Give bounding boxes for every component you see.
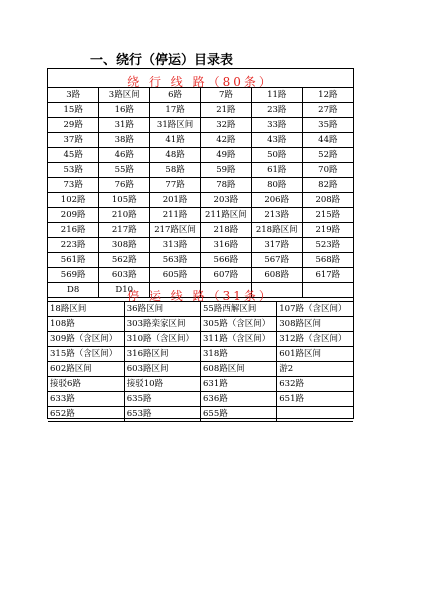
route-cell: 308路 [99, 238, 150, 253]
route-cell: 48路 [150, 148, 201, 163]
route-cell: 605路 [150, 268, 201, 283]
route-cell: 608路区间 [201, 362, 277, 377]
route-directory-table [47, 68, 354, 419]
table-row [48, 223, 353, 238]
route-cell: 6路 [150, 88, 201, 103]
route-cell: 216路 [48, 223, 99, 238]
route-cell: 接驳6路 [48, 377, 124, 392]
route-cell: 55路西解区间 [201, 302, 277, 317]
route-cell: 53路 [48, 163, 99, 178]
route-cell: 16路 [99, 103, 150, 118]
route-cell: 310路（含区间） [124, 332, 200, 347]
route-cell: 11路 [251, 88, 302, 103]
route-cell: 36路区间 [124, 302, 200, 317]
table-row [48, 347, 353, 362]
route-cell: 38路 [99, 133, 150, 148]
route-cell: 105路 [99, 193, 150, 208]
route-cell: 218路区间 [251, 223, 302, 238]
route-cell: 50路 [251, 148, 302, 163]
route-cell: 27路 [302, 103, 353, 118]
table-row [48, 103, 353, 118]
table-row [48, 118, 353, 133]
route-cell: 313路 [150, 238, 201, 253]
route-cell: 217路 [99, 223, 150, 238]
route-cell: 201路 [150, 193, 201, 208]
route-cell: 108路 [48, 317, 124, 332]
route-cell: 603路区间 [124, 362, 200, 377]
route-cell: 631路 [201, 377, 277, 392]
table-row [48, 133, 353, 148]
route-cell: 58路 [150, 163, 201, 178]
route-cell: 317路 [251, 238, 302, 253]
route-cell: 23路 [251, 103, 302, 118]
route-cell: 41路 [150, 133, 201, 148]
route-cell: 31路区间 [150, 118, 201, 133]
route-cell: 305路（含区间） [201, 317, 277, 332]
route-cell: 523路 [302, 238, 353, 253]
table-row [48, 238, 353, 253]
route-cell: 77路 [150, 178, 201, 193]
route-cell: 617路 [302, 268, 353, 283]
table-row [48, 362, 353, 377]
table-row [48, 392, 353, 407]
route-cell: 80路 [251, 178, 302, 193]
route-cell: 607路 [200, 268, 251, 283]
route-cell: 211路 [150, 208, 201, 223]
route-cell: 17路 [150, 103, 201, 118]
route-cell: 568路 [302, 253, 353, 268]
route-cell: 73路 [48, 178, 99, 193]
table-row [48, 193, 353, 208]
route-cell: 49路 [200, 148, 251, 163]
route-cell: 635路 [124, 392, 200, 407]
route-cell: 21路 [200, 103, 251, 118]
route-cell: 33路 [251, 118, 302, 133]
route-cell: 632路 [277, 377, 353, 392]
route-cell: 76路 [99, 178, 150, 193]
route-cell: 45路 [48, 148, 99, 163]
route-cell: 602路区间 [48, 362, 124, 377]
route-cell: 52路 [302, 148, 353, 163]
route-cell: 312路（含区间） [277, 332, 353, 347]
route-cell: 208路 [302, 193, 353, 208]
route-cell: 651路 [277, 392, 353, 407]
table-row [48, 253, 353, 268]
route-cell: 102路 [48, 193, 99, 208]
route-cell: 318路 [201, 347, 277, 362]
route-cell: 3路区间 [99, 88, 150, 103]
route-cell: 42路 [200, 133, 251, 148]
table-row [48, 377, 353, 392]
route-cell: 15路 [48, 103, 99, 118]
table-row [48, 208, 353, 223]
route-cell: 562路 [99, 253, 150, 268]
table-row [48, 148, 353, 163]
route-cell: 107路（含区间） [277, 302, 353, 317]
route-cell: 316路 [200, 238, 251, 253]
route-cell: 601路区间 [277, 347, 353, 362]
route-cell: 213路 [251, 208, 302, 223]
route-cell: 217路区间 [150, 223, 201, 238]
route-cell: 566路 [200, 253, 251, 268]
route-cell: 309路（含区间） [48, 332, 124, 347]
route-cell: 接驳10路 [124, 377, 200, 392]
route-cell: 206路 [251, 193, 302, 208]
route-cell: 18路区间 [48, 302, 124, 317]
route-cell: 3路 [48, 88, 99, 103]
route-cell: 219路 [302, 223, 353, 238]
route-cell: 215路 [302, 208, 353, 223]
route-cell: D10 [99, 283, 150, 298]
route-cell: 32路 [200, 118, 251, 133]
route-cell: 636路 [201, 392, 277, 407]
route-cell: 55路 [99, 163, 150, 178]
route-cell: 31路 [99, 118, 150, 133]
route-cell: 567路 [251, 253, 302, 268]
route-cell: 210路 [99, 208, 150, 223]
route-cell: 游2 [277, 362, 353, 377]
table-row [48, 163, 353, 178]
route-cell: 561路 [48, 253, 99, 268]
route-cell: 569路 [48, 268, 99, 283]
route-cell: 211路区间 [200, 208, 251, 223]
detour-routes-table [48, 87, 353, 298]
route-cell: 563路 [150, 253, 201, 268]
route-cell: 311路（含区间） [201, 332, 277, 347]
route-cell: 82路 [302, 178, 353, 193]
route-cell: 203路 [200, 193, 251, 208]
route-cell: 218路 [200, 223, 251, 238]
table-row [48, 268, 353, 283]
route-cell: 12路 [302, 88, 353, 103]
route-cell: 59路 [200, 163, 251, 178]
route-cell: 61路 [251, 163, 302, 178]
route-cell: 37路 [48, 133, 99, 148]
route-cell: 633路 [48, 392, 124, 407]
route-cell: 209路 [48, 208, 99, 223]
route-cell: 223路 [48, 238, 99, 253]
route-cell: 46路 [99, 148, 150, 163]
route-cell: 44路 [302, 133, 353, 148]
route-cell: 70路 [302, 163, 353, 178]
route-cell: 608路 [251, 268, 302, 283]
route-cell: 35路 [302, 118, 353, 133]
route-cell: 7路 [200, 88, 251, 103]
route-cell: 308路区间 [277, 317, 353, 332]
route-cell: 655路 [201, 407, 277, 422]
suspended-section-title: 停 运 线 路（31条） [127, 289, 274, 303]
route-cell: 78路 [200, 178, 251, 193]
route-cell: 315路（含区间） [48, 347, 124, 362]
table-row [48, 407, 353, 422]
route-cell [277, 407, 353, 422]
route-cell: 303路栾家区间 [124, 317, 200, 332]
route-cell: 653路 [124, 407, 200, 422]
detour-section-title: 绕 行 线 路（80条） [127, 75, 274, 89]
table-row [48, 178, 353, 193]
table-row [48, 332, 353, 347]
route-cell: 603路 [99, 268, 150, 283]
table-row [48, 302, 353, 317]
suspended-routes-table [48, 301, 353, 422]
route-cell: 29路 [48, 118, 99, 133]
page-title: 一、绕行（停运）目录表 [90, 53, 234, 68]
route-cell: 316路区间 [124, 347, 200, 362]
route-cell: D8 [48, 283, 99, 298]
route-cell: 43路 [251, 133, 302, 148]
table-row [48, 317, 353, 332]
table-row [48, 88, 353, 103]
route-cell: 652路 [48, 407, 124, 422]
